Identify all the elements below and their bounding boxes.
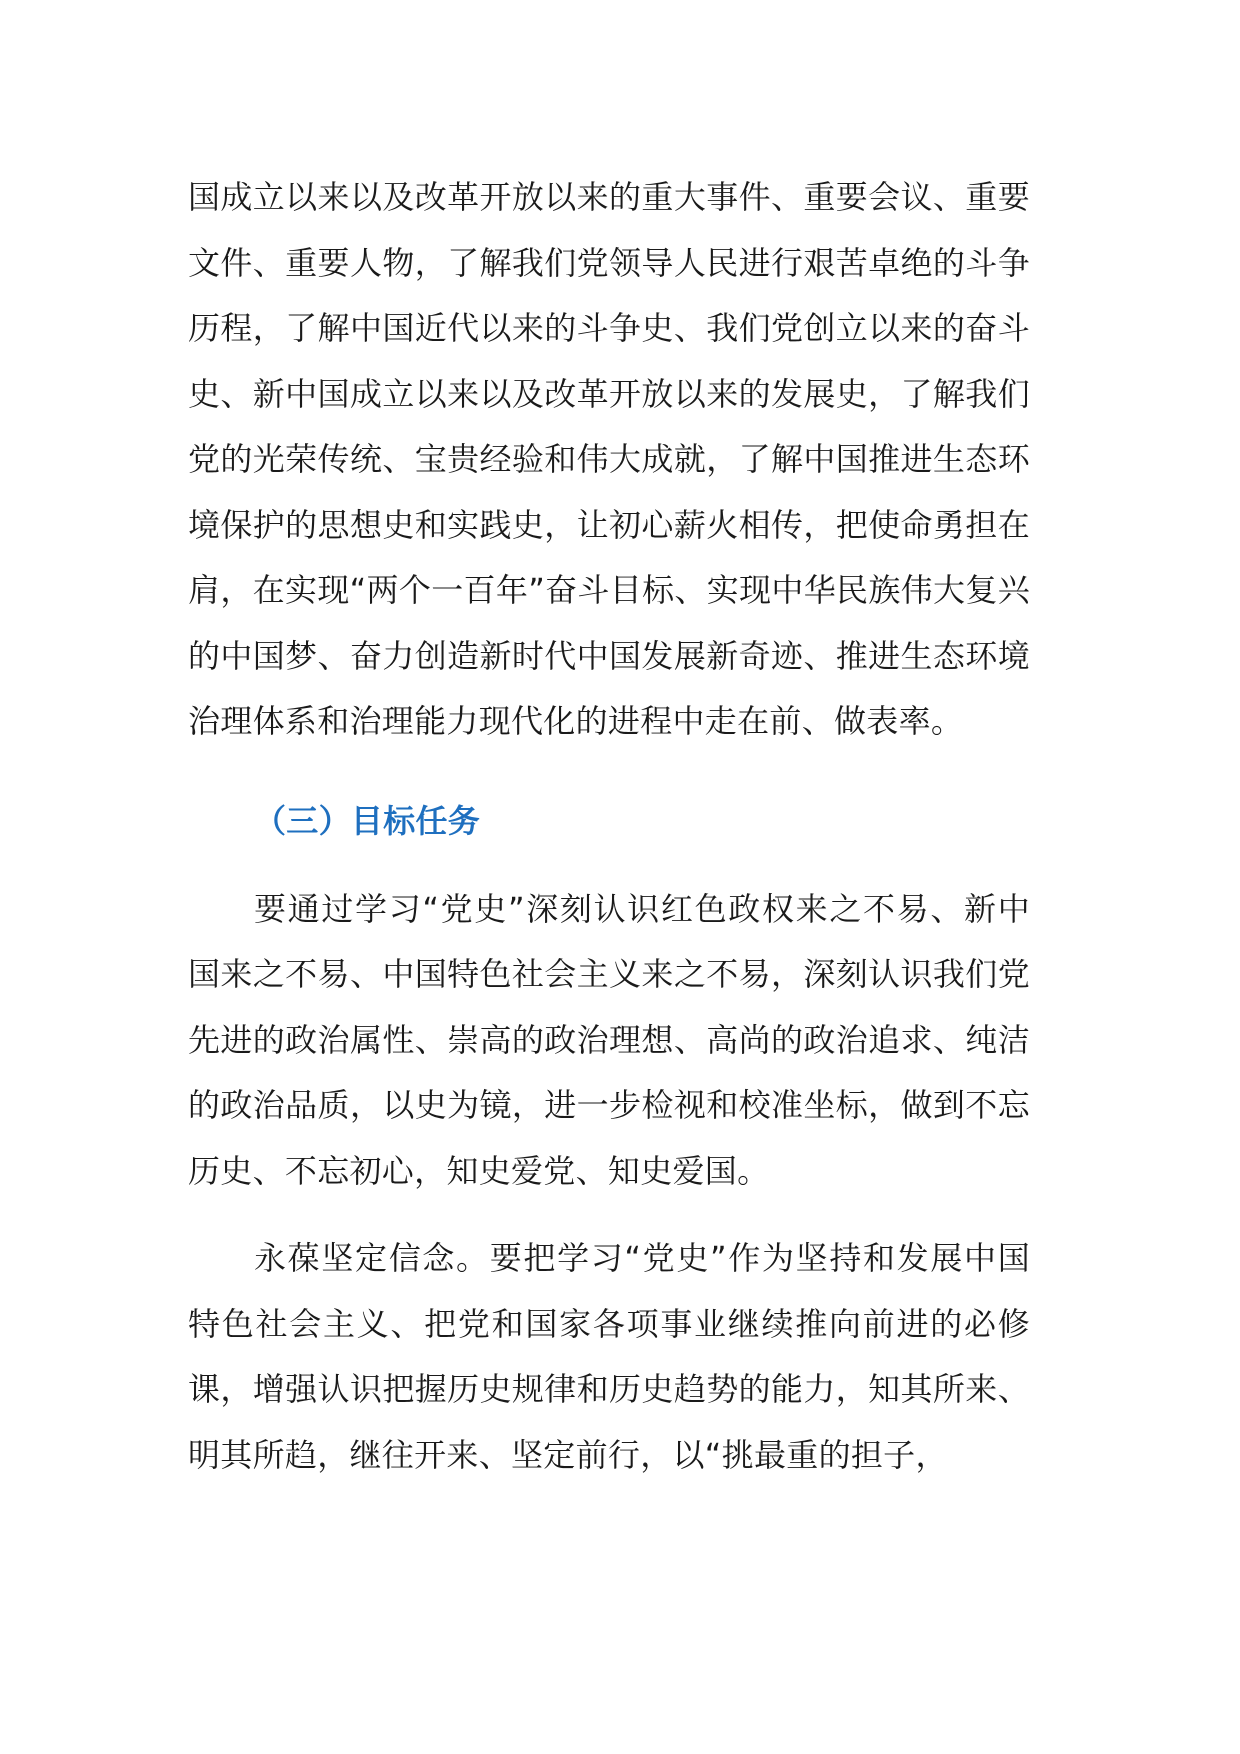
document-body: [188, 165, 1030, 1488]
section-heading: （三）目标任务: [254, 801, 481, 840]
paragraph-continued: 国成立以来以及改革开放以来的重大事件、重要会议、重要文件、重要人物，了解我们党领导人民进行艰苦卓绝的斗争历程，了解中国近代以来的斗争史、我们党创立以来的奋斗史、新中国成立以来以及改革开放以来的发展史，了解我们党的光荣传统、宝贵经验和伟大成就，了解中国推进生态环境保护的思想史和实践史，让初心薪火相传，把使命勇担在肩，在实现“两个一百年”奋斗目标、实现中华民族伟大复兴的中国梦、奋力创造新时代中国发展新奇迹、推进生态环境治理体系和治理能力现代化的进程中走在前、做表率。: [188, 178, 1030, 740]
paragraph-goals: 要通过学习“党史”深刻认识红色政权来之不易、新中国来之不易、中国特色社会主义来之不易，深刻认识我们党先进的政治属性、崇高的政治理想、高尚的政治追求、纯洁的政治品质，以史为镜，进一步检视和校准坐标，做到不忘历史、不忘初心，知史爱党、知史爱国。: [188, 889, 1030, 1190]
paragraph-beliefs: 永葆坚定信念。要把学习“党史”作为坚持和发展中国特色社会主义、把党和国家各项事业继续推向前进的必修课，增强认识把握历史规律和历史趋势的能力，知其所来、明其所趋，继往开来、坚定前行，以“挑最重的担子，: [188, 1239, 1030, 1474]
